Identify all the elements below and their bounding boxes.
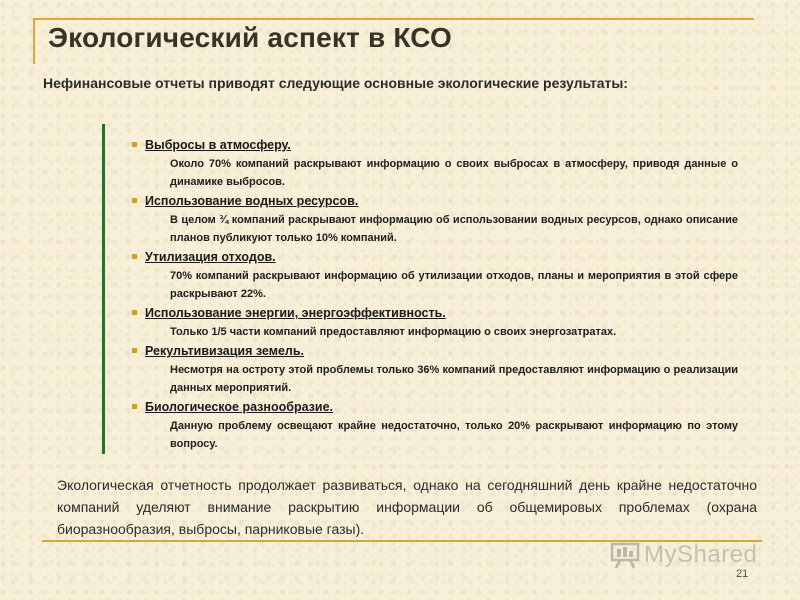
page-number: 21: [736, 568, 749, 580]
aspect-title: Рекультивизация земель.: [145, 344, 304, 358]
aspect-text: В целом ¾ компаний раскрывают информацию об использовании водных ресурсов, однако описание планов публикуют только 10% компаний.: [170, 214, 738, 244]
aspect-item: [132, 344, 738, 397]
aspects-list: [132, 138, 738, 456]
aspect-title: Использование энергии, энергоэффективность.: [145, 306, 446, 320]
bullet-icon: [132, 254, 137, 259]
bullet-icon: [132, 404, 137, 409]
top-divider: [33, 18, 754, 20]
aspect-text: 70% компаний раскрывают информацию об утилизации отходов, планы и мероприятия в этой сфере раскрывают 22%.: [170, 270, 738, 300]
aspect-item: [132, 138, 738, 191]
bullet-icon: [132, 310, 137, 315]
aspect-title: Использование водных ресурсов.: [145, 194, 359, 208]
watermark-text: MyShared: [644, 541, 758, 568]
title-left-divider: [33, 18, 35, 64]
aspect-item: [132, 194, 738, 247]
aspect-text: Данную проблему освещают крайне недостаточно, только 20% раскрывают информацию по этому вопросу.: [170, 420, 738, 450]
aspect-text: Только 1/5 части компаний предоставляют информацию о своих энергозатратах.: [170, 326, 617, 338]
presentation-board-icon: [610, 541, 640, 569]
aspect-title: Выбросы в атмосферу.: [145, 138, 291, 152]
aspect-item: [132, 250, 738, 303]
aspect-title: Биологическое разнообразие.: [145, 400, 334, 414]
aspect-item: [132, 306, 738, 341]
subtitle: Нефинансовые отчеты приводят следующие основные экологические результаты:: [43, 75, 628, 91]
aspect-text: Несмотря на остроту этой проблемы только 36% компаний предоставляют информацию о реализации данных мероприятий.: [170, 364, 738, 394]
aspect-title: Утилизация отходов.: [145, 250, 276, 264]
bullet-icon: [132, 142, 137, 147]
aspect-item: [132, 400, 738, 453]
aspect-text: Около 70% компаний раскрывают информацию о своих выбросах в атмосферу, приводя данные о динамике выбросов.: [170, 158, 738, 188]
bullet-icon: [132, 348, 137, 353]
conclusion-text: Экологическая отчетность продолжает развиваться, однако на сегодняшний день крайне недостаточно компаний уделяют внимание раскрытию информации об общемировых проблемах (охрана биоразнообразия, выбросы, парниковые газы).: [57, 477, 757, 537]
page-title: Экологический аспект в КСО: [48, 22, 452, 53]
watermark: [610, 540, 770, 570]
content-accent-bar: [102, 124, 105, 454]
bullet-icon: [132, 198, 137, 203]
